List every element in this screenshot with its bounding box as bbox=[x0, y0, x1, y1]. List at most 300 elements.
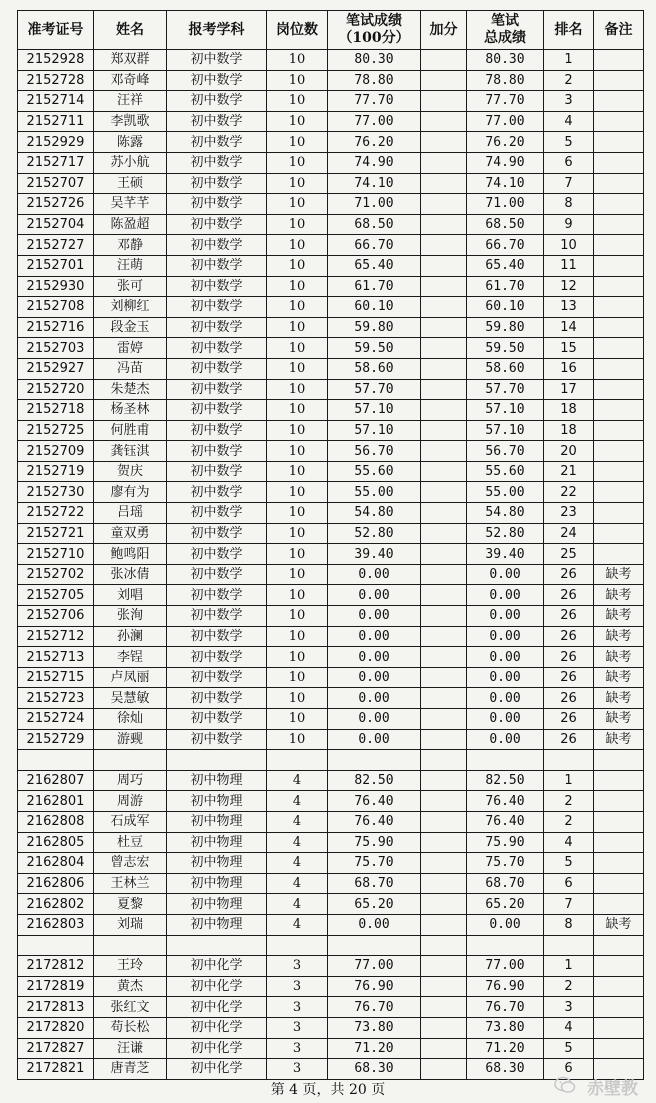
cell-bonus bbox=[421, 647, 467, 668]
cell-written-score: 52.80 bbox=[328, 523, 421, 544]
cell-subject: 初中化学 bbox=[167, 1017, 267, 1038]
cell-remark bbox=[594, 976, 644, 997]
cell-total-score: 80.30 bbox=[467, 50, 544, 71]
cell-rank: 13 bbox=[544, 297, 594, 318]
cell-written-score: 74.90 bbox=[328, 152, 421, 173]
cell-positions: 10 bbox=[267, 709, 328, 730]
cell-written-score: 0.00 bbox=[328, 914, 421, 935]
table-row bbox=[18, 461, 644, 482]
table-row bbox=[18, 564, 644, 585]
header-exam-id: 准考证号 bbox=[18, 11, 94, 50]
cell-exam-id: 2152707 bbox=[18, 173, 94, 194]
cell-positions: 10 bbox=[267, 585, 328, 606]
cell-total-score: 66.70 bbox=[467, 235, 544, 256]
cell-exam-id: 2152715 bbox=[18, 667, 94, 688]
cell-name: 张红文 bbox=[94, 997, 167, 1018]
cell-name: 苟长松 bbox=[94, 1017, 167, 1038]
cell-positions: 10 bbox=[267, 482, 328, 503]
cell-positions: 10 bbox=[267, 358, 328, 379]
cell-remark bbox=[594, 317, 644, 338]
cell-total-score: 0.00 bbox=[467, 914, 544, 935]
cell-rank: 26 bbox=[544, 709, 594, 730]
cell-subject: 初中数学 bbox=[167, 606, 267, 627]
cell-bonus bbox=[421, 956, 467, 977]
cell-rank: 14 bbox=[544, 317, 594, 338]
table-row bbox=[18, 214, 644, 235]
page-footer: 第 4 页，共 20 页 bbox=[270, 1082, 386, 1098]
cell-total-score: 76.20 bbox=[467, 132, 544, 153]
cell-positions: 10 bbox=[267, 688, 328, 709]
cell-remark: 缺考 bbox=[594, 914, 644, 935]
watermark-text: 赤壁教 bbox=[587, 1079, 638, 1099]
cell-positions: 10 bbox=[267, 91, 328, 112]
cell-total-score: 59.80 bbox=[467, 317, 544, 338]
cell-total-score: 65.20 bbox=[467, 894, 544, 915]
cell-remark bbox=[594, 132, 644, 153]
cell-rank: 21 bbox=[544, 461, 594, 482]
cell-remark: 缺考 bbox=[594, 564, 644, 585]
cell-positions: 10 bbox=[267, 441, 328, 462]
cell-rank: 24 bbox=[544, 523, 594, 544]
cell-bonus bbox=[421, 420, 467, 441]
table-row bbox=[18, 317, 644, 338]
cell-exam-id: 2172827 bbox=[18, 1038, 94, 1059]
table-row bbox=[18, 729, 644, 750]
table-row bbox=[18, 853, 644, 874]
header-positions: 岗位数 bbox=[267, 11, 328, 50]
cell-total-score: 76.40 bbox=[467, 811, 544, 832]
cell-name: 周巧 bbox=[94, 770, 167, 791]
cell-positions: 10 bbox=[267, 461, 328, 482]
cell-written-score: 68.50 bbox=[328, 214, 421, 235]
cell-rank: 4 bbox=[544, 832, 594, 853]
cell-remark bbox=[594, 461, 644, 482]
cell-name: 吴芊芊 bbox=[94, 194, 167, 215]
cell-exam-id: 2152704 bbox=[18, 214, 94, 235]
cell-exam-id: 2172819 bbox=[18, 976, 94, 997]
cell-written-score: 74.10 bbox=[328, 173, 421, 194]
cell-total-score: 52.80 bbox=[467, 523, 544, 544]
cell-bonus bbox=[421, 832, 467, 853]
cell-name: 周游 bbox=[94, 791, 167, 812]
cell-remark: 缺考 bbox=[594, 626, 644, 647]
cell-rank: 2 bbox=[544, 791, 594, 812]
table-row bbox=[18, 235, 644, 256]
cell-remark bbox=[594, 70, 644, 91]
cell-subject: 初中数学 bbox=[167, 317, 267, 338]
cell-written-score: 56.70 bbox=[328, 441, 421, 462]
cell-name: 汪谦 bbox=[94, 1038, 167, 1059]
cell-written-score: 0.00 bbox=[328, 729, 421, 750]
cell-positions: 10 bbox=[267, 729, 328, 750]
cell-subject: 初中物理 bbox=[167, 791, 267, 812]
cell-positions: 10 bbox=[267, 111, 328, 132]
cell-total-score: 74.10 bbox=[467, 173, 544, 194]
cell-name: 刘瑞 bbox=[94, 914, 167, 935]
cell-name: 汪萌 bbox=[94, 255, 167, 276]
table-row bbox=[18, 811, 644, 832]
cell-name: 邓静 bbox=[94, 235, 167, 256]
cell-remark: 缺考 bbox=[594, 585, 644, 606]
table-row bbox=[18, 338, 644, 359]
cell-written-score: 76.40 bbox=[328, 811, 421, 832]
cell-bonus bbox=[421, 338, 467, 359]
cell-rank: 6 bbox=[544, 873, 594, 894]
cell-exam-id: 2152928 bbox=[18, 50, 94, 71]
cell-positions: 4 bbox=[267, 873, 328, 894]
cell-total-score: 76.90 bbox=[467, 976, 544, 997]
table-row bbox=[18, 997, 644, 1018]
cell-subject: 初中物理 bbox=[167, 853, 267, 874]
cell-exam-id: 2152718 bbox=[18, 400, 94, 421]
cell-total-score: 0.00 bbox=[467, 606, 544, 627]
cell-written-score: 57.10 bbox=[328, 420, 421, 441]
cell-rank: 2 bbox=[544, 70, 594, 91]
cell-rank: 6 bbox=[544, 152, 594, 173]
cell-positions: 10 bbox=[267, 626, 328, 647]
cell-total-score: 55.00 bbox=[467, 482, 544, 503]
cell-total-score: 59.50 bbox=[467, 338, 544, 359]
cell-remark bbox=[594, 235, 644, 256]
cell-subject: 初中数学 bbox=[167, 400, 267, 421]
cell-rank: 4 bbox=[544, 1017, 594, 1038]
cell-total-score: 0.00 bbox=[467, 564, 544, 585]
cell-exam-id: 2152728 bbox=[18, 70, 94, 91]
cell-bonus bbox=[421, 914, 467, 935]
cell-written-score: 55.60 bbox=[328, 461, 421, 482]
cell-positions: 10 bbox=[267, 50, 328, 71]
cell-subject: 初中数学 bbox=[167, 647, 267, 668]
cell-positions: 10 bbox=[267, 255, 328, 276]
cell-exam-id: 2152716 bbox=[18, 317, 94, 338]
cell-bonus bbox=[421, 1017, 467, 1038]
cell-written-score: 0.00 bbox=[328, 667, 421, 688]
cell-written-score: 59.50 bbox=[328, 338, 421, 359]
cell-remark bbox=[594, 894, 644, 915]
cell-exam-id: 2172820 bbox=[18, 1017, 94, 1038]
cell-name: 杜豆 bbox=[94, 832, 167, 853]
table-row bbox=[18, 70, 644, 91]
cell-rank: 8 bbox=[544, 194, 594, 215]
cell-name: 曾志宏 bbox=[94, 853, 167, 874]
cell-subject: 初中物理 bbox=[167, 873, 267, 894]
cell-written-score: 61.70 bbox=[328, 276, 421, 297]
cell-total-score: 71.00 bbox=[467, 194, 544, 215]
table-row bbox=[18, 255, 644, 276]
cell-exam-id: 2152702 bbox=[18, 564, 94, 585]
cell-subject: 初中数学 bbox=[167, 214, 267, 235]
cell-name: 游觋 bbox=[94, 729, 167, 750]
cell-written-score: 58.60 bbox=[328, 358, 421, 379]
cell-bonus bbox=[421, 461, 467, 482]
cell-bonus bbox=[421, 997, 467, 1018]
cell-subject: 初中数学 bbox=[167, 338, 267, 359]
cell-bonus bbox=[421, 400, 467, 421]
cell-written-score: 77.00 bbox=[328, 956, 421, 977]
cell-positions: 10 bbox=[267, 564, 328, 585]
cell-positions: 10 bbox=[267, 420, 328, 441]
cell-name: 吴慧敏 bbox=[94, 688, 167, 709]
cell-written-score: 39.40 bbox=[328, 544, 421, 565]
cell-remark bbox=[594, 853, 644, 874]
table-row bbox=[18, 50, 644, 71]
cell-name: 汪祥 bbox=[94, 91, 167, 112]
cell-remark bbox=[594, 338, 644, 359]
cell-exam-id: 2152712 bbox=[18, 626, 94, 647]
cell-total-score: 56.70 bbox=[467, 441, 544, 462]
cell-rank: 15 bbox=[544, 338, 594, 359]
table-row bbox=[18, 770, 644, 791]
table-row bbox=[18, 791, 644, 812]
section-spacer-row bbox=[18, 750, 644, 771]
cell-rank: 16 bbox=[544, 358, 594, 379]
table-row bbox=[18, 1038, 644, 1059]
cell-positions: 4 bbox=[267, 894, 328, 915]
cell-remark bbox=[594, 379, 644, 400]
cell-rank: 26 bbox=[544, 729, 594, 750]
cell-written-score: 82.50 bbox=[328, 770, 421, 791]
cell-rank: 3 bbox=[544, 91, 594, 112]
cell-rank: 18 bbox=[544, 420, 594, 441]
cell-positions: 3 bbox=[267, 1017, 328, 1038]
cell-subject: 初中数学 bbox=[167, 667, 267, 688]
cell-remark bbox=[594, 50, 644, 71]
cell-positions: 4 bbox=[267, 770, 328, 791]
cell-written-score: 65.40 bbox=[328, 255, 421, 276]
cell-name: 张冰倩 bbox=[94, 564, 167, 585]
cell-total-score: 57.10 bbox=[467, 420, 544, 441]
cell-rank: 1 bbox=[544, 770, 594, 791]
cell-total-score: 68.50 bbox=[467, 214, 544, 235]
cell-name: 孙澜 bbox=[94, 626, 167, 647]
cell-total-score: 74.90 bbox=[467, 152, 544, 173]
cell-rank: 26 bbox=[544, 585, 594, 606]
cell-bonus bbox=[421, 214, 467, 235]
cell-rank: 26 bbox=[544, 688, 594, 709]
cell-subject: 初中数学 bbox=[167, 523, 267, 544]
cell-remark bbox=[594, 544, 644, 565]
cell-positions: 4 bbox=[267, 832, 328, 853]
cell-exam-id: 2172813 bbox=[18, 997, 94, 1018]
table-row bbox=[18, 132, 644, 153]
table-row bbox=[18, 194, 644, 215]
table-row bbox=[18, 379, 644, 400]
cell-name: 王玲 bbox=[94, 956, 167, 977]
cell-written-score: 60.10 bbox=[328, 297, 421, 318]
cell-name: 郑双群 bbox=[94, 50, 167, 71]
cell-subject: 初中数学 bbox=[167, 132, 267, 153]
table-row bbox=[18, 111, 644, 132]
cell-bonus bbox=[421, 91, 467, 112]
cell-subject: 初中数学 bbox=[167, 50, 267, 71]
cell-remark bbox=[594, 173, 644, 194]
table-row bbox=[18, 956, 644, 977]
cell-remark bbox=[594, 214, 644, 235]
section-spacer-row bbox=[18, 935, 644, 956]
cell-name: 夏黎 bbox=[94, 894, 167, 915]
table-body bbox=[18, 50, 644, 1080]
table-row bbox=[18, 276, 644, 297]
cell-rank: 25 bbox=[544, 544, 594, 565]
cell-written-score: 68.70 bbox=[328, 873, 421, 894]
cell-exam-id: 2152701 bbox=[18, 255, 94, 276]
cell-remark bbox=[594, 111, 644, 132]
cell-positions: 10 bbox=[267, 70, 328, 91]
cell-remark bbox=[594, 152, 644, 173]
cell-total-score: 77.70 bbox=[467, 91, 544, 112]
cell-exam-id: 2162801 bbox=[18, 791, 94, 812]
cell-exam-id: 2172821 bbox=[18, 1059, 94, 1080]
cell-positions: 10 bbox=[267, 667, 328, 688]
cell-bonus bbox=[421, 606, 467, 627]
cell-subject: 初中数学 bbox=[167, 111, 267, 132]
cell-rank: 2 bbox=[544, 811, 594, 832]
cell-remark: 缺考 bbox=[594, 688, 644, 709]
cell-name: 杨圣林 bbox=[94, 400, 167, 421]
table-row bbox=[18, 173, 644, 194]
cell-rank: 3 bbox=[544, 997, 594, 1018]
cell-rank: 6 bbox=[544, 1059, 594, 1080]
cell-name: 段金玉 bbox=[94, 317, 167, 338]
table-row bbox=[18, 503, 644, 524]
cell-exam-id: 2152726 bbox=[18, 194, 94, 215]
cell-remark bbox=[594, 358, 644, 379]
cell-subject: 初中数学 bbox=[167, 91, 267, 112]
cell-remark: 缺考 bbox=[594, 729, 644, 750]
cell-name: 王林兰 bbox=[94, 873, 167, 894]
table-row bbox=[18, 1059, 644, 1080]
cell-subject: 初中数学 bbox=[167, 544, 267, 565]
table-row bbox=[18, 688, 644, 709]
cell-written-score: 0.00 bbox=[328, 564, 421, 585]
cell-exam-id: 2162805 bbox=[18, 832, 94, 853]
cell-remark bbox=[594, 811, 644, 832]
cell-rank: 12 bbox=[544, 276, 594, 297]
cell-total-score: 75.70 bbox=[467, 853, 544, 874]
cell-positions: 10 bbox=[267, 317, 328, 338]
cell-total-score: 68.70 bbox=[467, 873, 544, 894]
cell-exam-id: 2152708 bbox=[18, 297, 94, 318]
cell-written-score: 0.00 bbox=[328, 647, 421, 668]
cell-bonus bbox=[421, 173, 467, 194]
cell-total-score: 61.70 bbox=[467, 276, 544, 297]
cell-positions: 3 bbox=[267, 1038, 328, 1059]
table-row bbox=[18, 400, 644, 421]
cell-exam-id: 2152717 bbox=[18, 152, 94, 173]
cell-total-score: 39.40 bbox=[467, 544, 544, 565]
table-row bbox=[18, 709, 644, 730]
table-row bbox=[18, 441, 644, 462]
cell-written-score: 76.20 bbox=[328, 132, 421, 153]
cell-subject: 初中化学 bbox=[167, 1038, 267, 1059]
cell-name: 贺庆 bbox=[94, 461, 167, 482]
cell-name: 唐青芝 bbox=[94, 1059, 167, 1080]
table-row bbox=[18, 544, 644, 565]
cell-exam-id: 2152722 bbox=[18, 503, 94, 524]
cell-subject: 初中数学 bbox=[167, 358, 267, 379]
cell-subject: 初中数学 bbox=[167, 297, 267, 318]
cell-remark: 缺考 bbox=[594, 667, 644, 688]
cell-subject: 初中物理 bbox=[167, 770, 267, 791]
cell-total-score: 0.00 bbox=[467, 688, 544, 709]
cell-remark bbox=[594, 91, 644, 112]
cell-subject: 初中数学 bbox=[167, 420, 267, 441]
cell-exam-id: 2152709 bbox=[18, 441, 94, 462]
cell-exam-id: 2152927 bbox=[18, 358, 94, 379]
cell-exam-id: 2152720 bbox=[18, 379, 94, 400]
cell-total-score: 76.70 bbox=[467, 997, 544, 1018]
cell-total-score: 77.00 bbox=[467, 956, 544, 977]
cell-total-score: 71.20 bbox=[467, 1038, 544, 1059]
cell-rank: 26 bbox=[544, 564, 594, 585]
cell-exam-id: 2152929 bbox=[18, 132, 94, 153]
cell-total-score: 55.60 bbox=[467, 461, 544, 482]
cell-written-score: 57.70 bbox=[328, 379, 421, 400]
cell-remark bbox=[594, 400, 644, 421]
table-row bbox=[18, 667, 644, 688]
cell-name: 李锃 bbox=[94, 647, 167, 668]
cell-subject: 初中数学 bbox=[167, 461, 267, 482]
cell-remark bbox=[594, 1017, 644, 1038]
cell-remark bbox=[594, 956, 644, 977]
table-row bbox=[18, 894, 644, 915]
cell-total-score: 77.00 bbox=[467, 111, 544, 132]
cell-rank: 18 bbox=[544, 400, 594, 421]
cell-subject: 初中化学 bbox=[167, 1059, 267, 1080]
cell-subject: 初中数学 bbox=[167, 70, 267, 91]
cell-name: 龚钰淇 bbox=[94, 441, 167, 462]
cell-remark: 缺考 bbox=[594, 606, 644, 627]
cell-exam-id: 2162802 bbox=[18, 894, 94, 915]
cell-exam-id: 2152713 bbox=[18, 647, 94, 668]
header-written-score: 笔试成绩 （100分） bbox=[328, 11, 421, 50]
cell-subject: 初中物理 bbox=[167, 832, 267, 853]
cell-subject: 初中数学 bbox=[167, 276, 267, 297]
cell-bonus bbox=[421, 503, 467, 524]
table-row bbox=[18, 152, 644, 173]
cell-name: 廖有为 bbox=[94, 482, 167, 503]
cell-bonus bbox=[421, 688, 467, 709]
cell-exam-id: 2152705 bbox=[18, 585, 94, 606]
cell-bonus bbox=[421, 873, 467, 894]
cell-subject: 初中数学 bbox=[167, 626, 267, 647]
cell-rank: 1 bbox=[544, 50, 594, 71]
cell-bonus bbox=[421, 152, 467, 173]
cell-exam-id: 2152723 bbox=[18, 688, 94, 709]
cell-rank: 2 bbox=[544, 976, 594, 997]
cell-name: 刘唱 bbox=[94, 585, 167, 606]
cell-positions: 10 bbox=[267, 523, 328, 544]
cell-positions: 10 bbox=[267, 173, 328, 194]
cell-rank: 23 bbox=[544, 503, 594, 524]
cell-subject: 初中数学 bbox=[167, 564, 267, 585]
cell-remark bbox=[594, 482, 644, 503]
cell-name: 邓奇峰 bbox=[94, 70, 167, 91]
cell-name: 朱楚杰 bbox=[94, 379, 167, 400]
cell-name: 李凯歌 bbox=[94, 111, 167, 132]
cell-bonus bbox=[421, 770, 467, 791]
cell-rank: 1 bbox=[544, 956, 594, 977]
cell-subject: 初中化学 bbox=[167, 997, 267, 1018]
cell-remark bbox=[594, 770, 644, 791]
cell-subject: 初中数学 bbox=[167, 503, 267, 524]
cell-name: 张洵 bbox=[94, 606, 167, 627]
cell-remark bbox=[594, 276, 644, 297]
cell-name: 陈露 bbox=[94, 132, 167, 153]
cell-positions: 4 bbox=[267, 853, 328, 874]
cell-remark bbox=[594, 997, 644, 1018]
cell-name: 王硕 bbox=[94, 173, 167, 194]
